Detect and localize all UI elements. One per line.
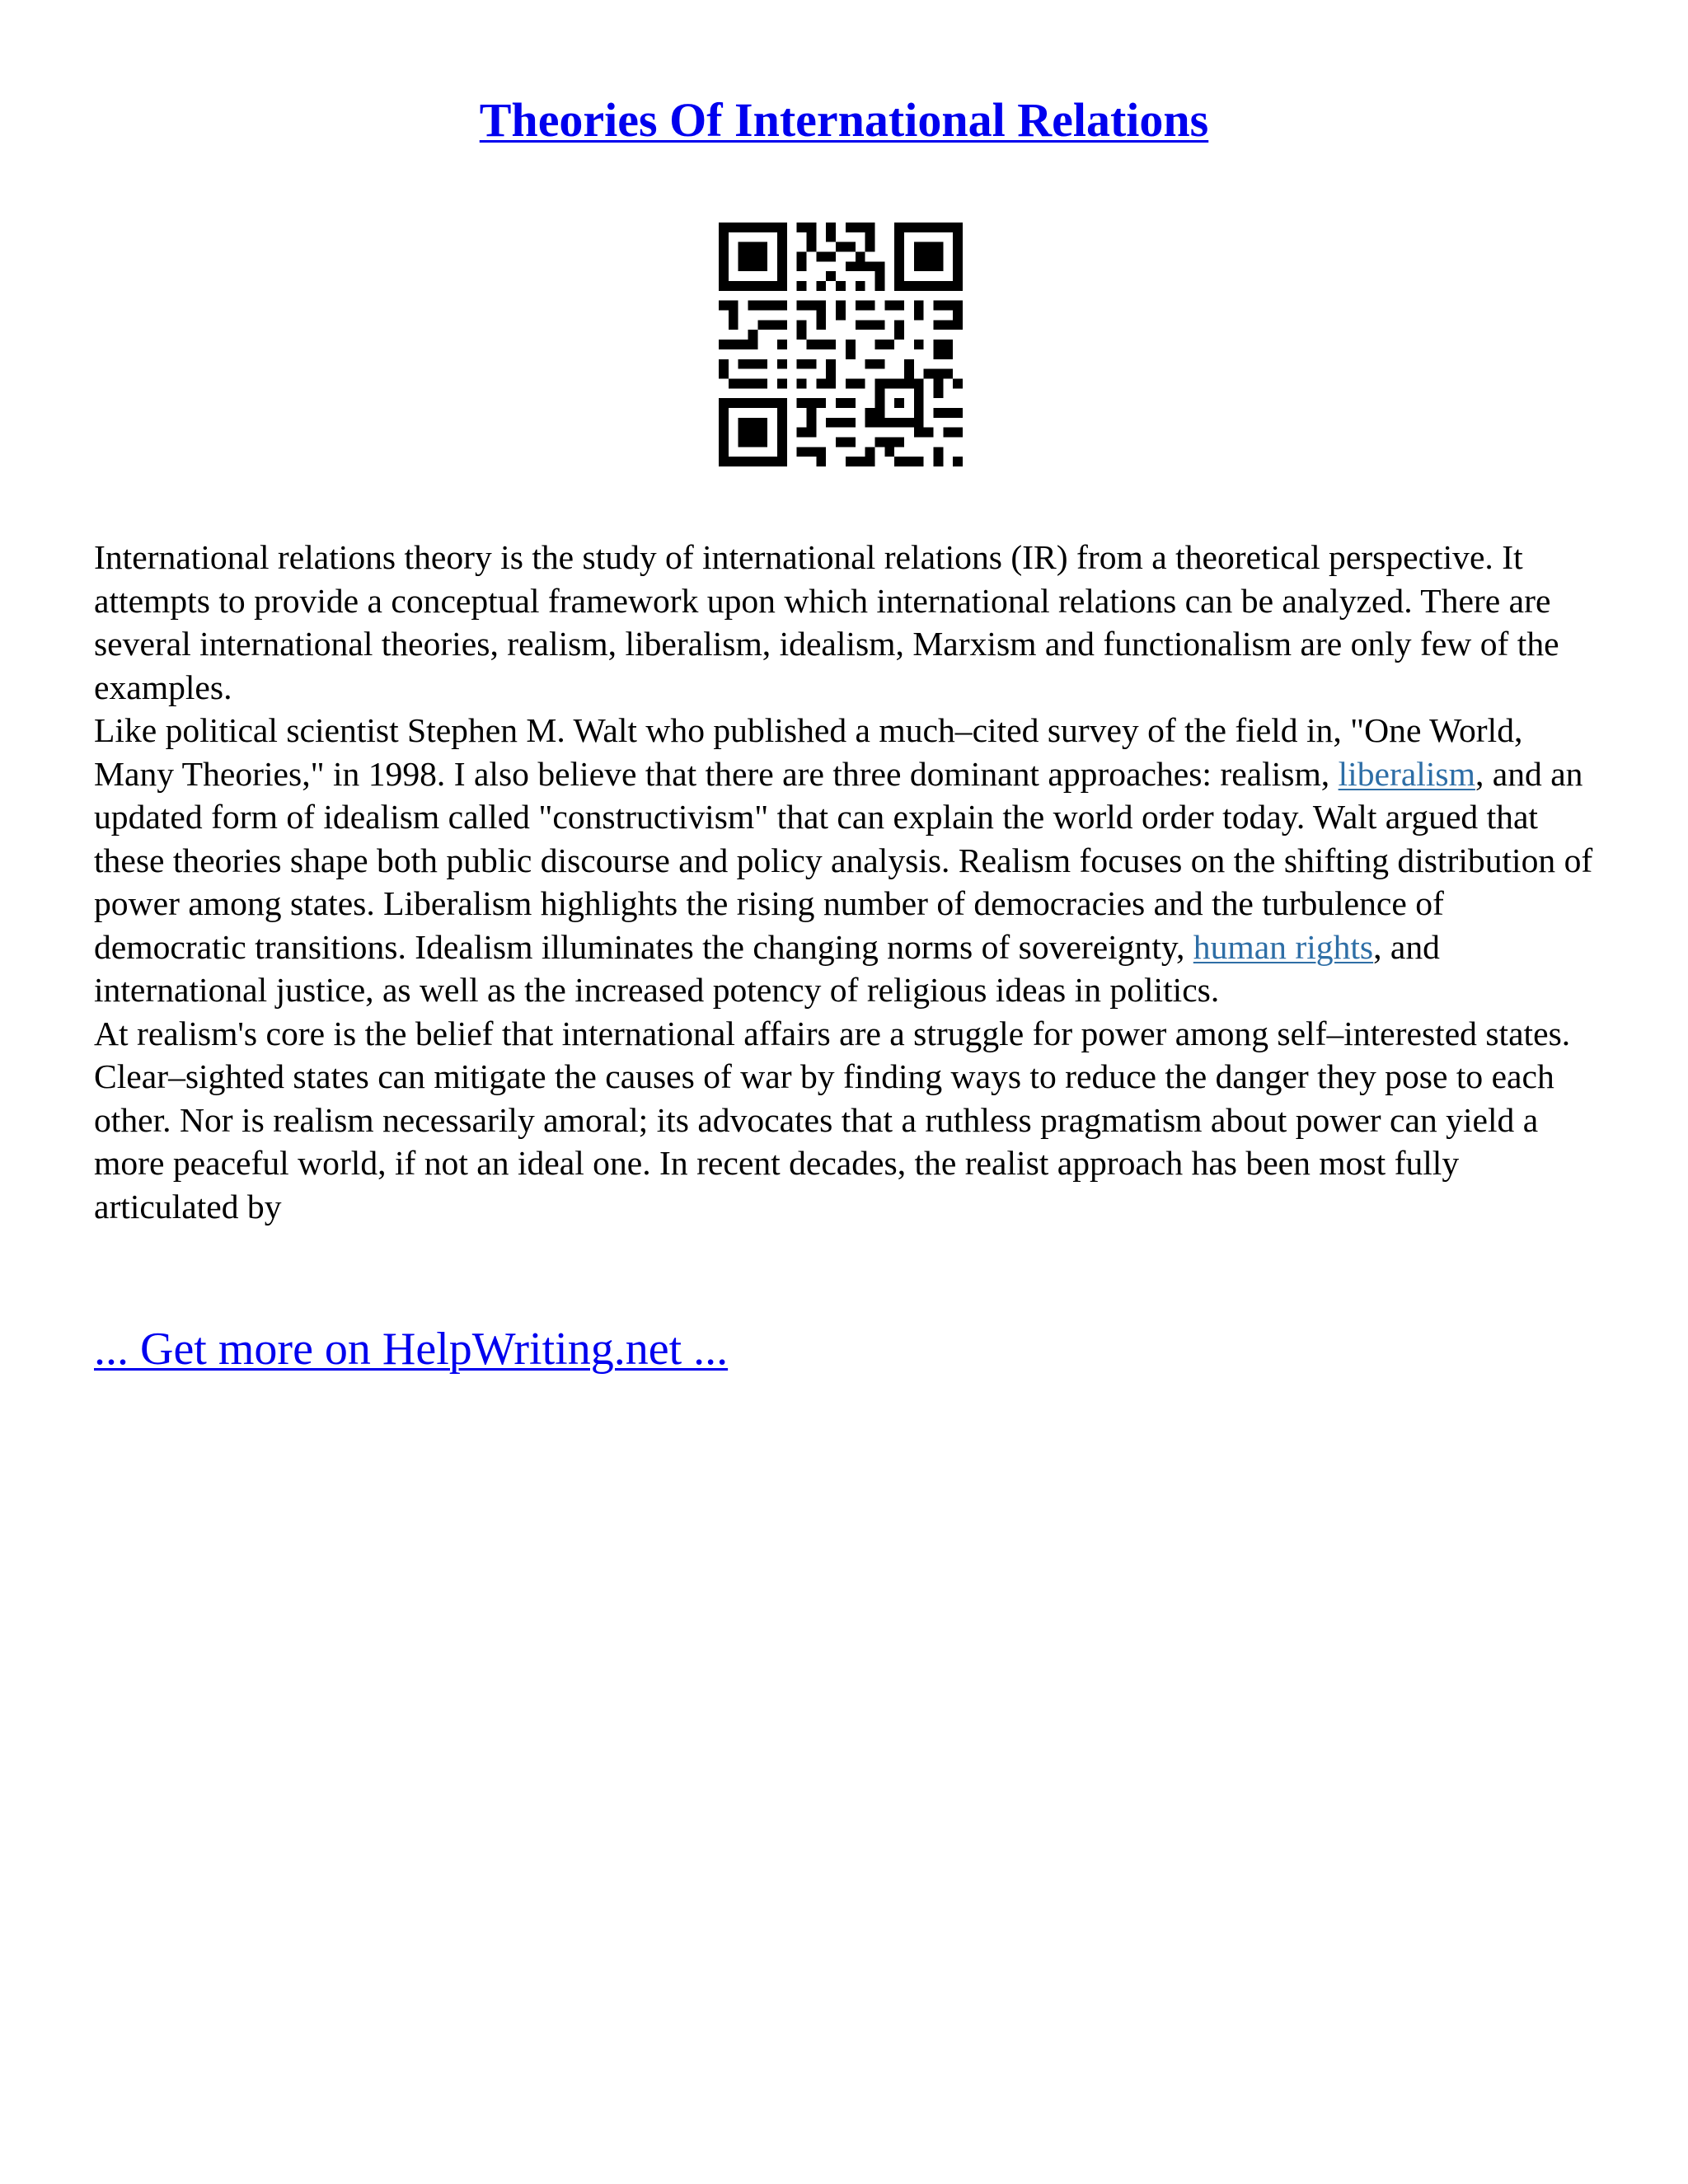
qr-code-icon	[719, 223, 963, 466]
paragraph-text: , and an updated form of idealism called "constructivism" that can explain the world order today. Walt argued that these theories shape both public discourse and policy analysis. Realism focuses on the shifting distribution of power among states. Liberalism highlights the rising number of democracies and the turbulence of democratic transitions. Idealism illuminates the changing norms of sovereignty,	[94, 754, 1593, 966]
title-link[interactable]: Theories Of International Relations	[479, 93, 1209, 147]
paragraph	[94, 709, 1602, 1012]
paragraph-text: Like political scientist Stephen M. Walt who published a much–cited survey of the field in, "One World, Many Theories," in 1998. I also believe that there are three dominant approaches: realism,	[94, 711, 1523, 793]
paragraph-text: At realism's core is the belief that international affairs are a struggle for power among self–interested states. Clear–sighted states can mitigate the causes of war by finding ways to reduce the danger they pose to each other. Nor is realism necessarily amoral; its advocates that a ruthless pragmatism about power can yield a more peaceful world, if not an ideal one. In recent decades, the realist approach has been most fully articulated by	[94, 1014, 1571, 1226]
paragraph-text: International relations theory is the study of international relations (IR) from a theoretical perspective. It attempts to provide a conceptual framework upon which international relations can be analyzed. There are several international theories, realism, liberalism, idealism, Marxism and functionalism are only few of the examples.	[94, 538, 1559, 706]
page-title	[0, 89, 1688, 152]
liberalism-link[interactable]: liberalism	[1338, 754, 1475, 793]
article-body	[94, 536, 1602, 1228]
paragraph	[94, 1012, 1602, 1229]
paragraph	[94, 536, 1602, 709]
human-rights-link[interactable]: human rights	[1193, 927, 1374, 966]
more-link-container	[94, 1320, 728, 1378]
paragraph-text: , and international justice, as well as the increased potency of religious ideas in politics.	[94, 927, 1440, 1009]
get-more-link[interactable]: ... Get more on HelpWriting.net ...	[94, 1324, 729, 1375]
